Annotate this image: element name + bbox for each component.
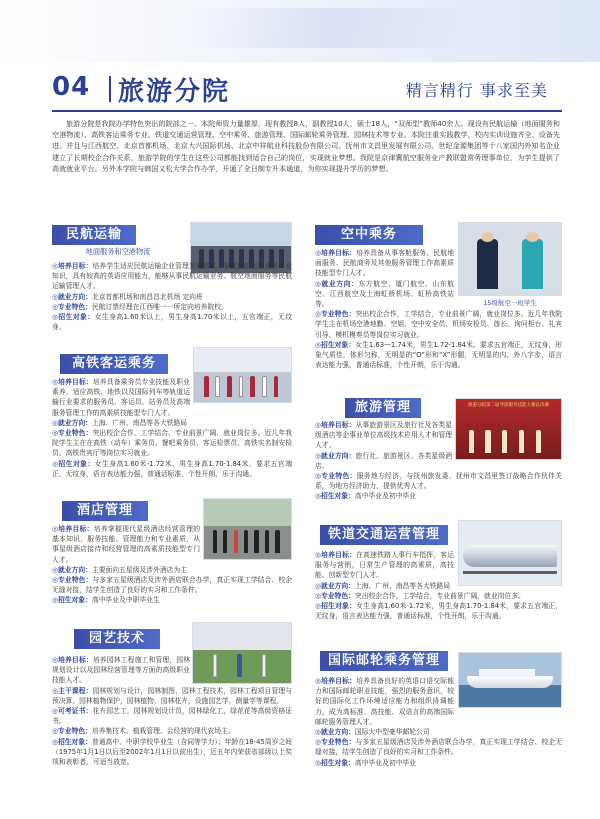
jiudian-item: ◎招生对象：高中毕业及中职毕业生 [52, 596, 160, 605]
tiedao-item: ◎培养目标：在高速铁路人事行车指挥，客运服务与营销，日常生产管理的高素质，高技能、创新型专门人才。 [315, 551, 455, 580]
tiedao-item: ◎招生对象：女生身高1.60米-1.72米，男生身高1.70-1.84米，要求五官端正，无纹身，语言表达能力强，普通话标准，个性开朗，乐于沟通。 [315, 602, 562, 621]
youlun-details [315, 676, 562, 768]
lvyou-item: ◎就业方向：旅行社、旅游景区、各类星级酒店。 [315, 451, 453, 470]
section-title-lvyou: 旅游管理 [345, 398, 421, 418]
section-number: 04 [52, 72, 91, 102]
yuanlin-item: ◎专业特色：培养集技术、植栽管理、会经营的现代农场主。 [52, 727, 235, 736]
intro-paragraph: 旅游分院是我院办学特色突出的院部之一。本院师资力量雄厚，现有教授8人，副教授10人，硕士18人，“双师型”教师40余人。现设有民航运输（地面服务和空港物流）、高铁客运乘务专业、铁道交通运营管理、空中乘务、旅游管理、国际邮轮乘务管理、园林技术等专业。本院注重实践教学，校内实训设施齐全、设备先进。并且与江西航空、北京首都机场、北京大兴国际机场、北京中祥航业科技股份有限公司、抚州市文昌里发展有限公司、世纪金源集团等十八家国内外知名企业建立了长期校企合作关系，旅游学院的学生在这些公司都能找到适合自己的岗位，实现就业梦想。我院是京津冀航空服务业产教联盟常务理事单位，为学生提供了高就就业平台。另外本学院与韩国又松大学合作办学，开通了全日制专升本通道，为你实现提升学历的梦想。 [52, 119, 560, 173]
header-divider [109, 76, 111, 102]
jiudian-item: ◎培养目标：培养掌握现代星级酒店经营管理的基本知识、服务技能、管理能力和专业素质，从事星级酒店接待和经营管理的高素质技能型专门人才。 [52, 525, 201, 564]
gaotie-item: ◎就业方向：上海、广州、南昌等各大铁路局 [52, 418, 188, 427]
tiedao-details [315, 550, 562, 621]
lvyou-item: ◎招生对象：高中毕业及初中毕业 [315, 492, 417, 501]
jiudian-item: ◎专业特色：与多家五星级酒店及涉外酒店联合办学，真正实现工学结合、校企无缝对接，结学生创造了良好的实习和工作条件。 [52, 576, 293, 595]
gaotie-item: ◎培养目标：培养具备乘务员专业技能及职业素养，适应高铁、地铁以及国际列车等轨道运输行业要求的服务员、客运员、站务员及高端服务管理工作的高素质技能型专门人才。 [52, 378, 191, 417]
minhang-item: ◎专业特色：民航订票经理在江西唯一一所定向培养院校。 [52, 302, 228, 311]
youlun-item: ◎专业特色：与多家五星级酒店及涉外酒店联合办学，真正实现工学结合、校企无缝对接，结学生创造了良好的实习和工作条件。 [315, 738, 563, 757]
kongzhong-details [315, 248, 562, 370]
kongzhong-item: ◎招生对象：女生1.63—1.74米，男生1.72-1.84米。要求五官端正，无纹身，形象气质佳，体形匀称，无明显的“O”形和“X”形腿，无明显的内、外八字步，语言表达能力强，普通话标准，个性开朗，乐于沟通。 [315, 340, 562, 370]
kongzhong-item: ◎专业特色：突出校企合作，工学结合，专业前景广阔，就业岗位多。近几年我院学生主在机场空港地勤、空姐、空中安全员、机场安检员、酋长、询问柜台、礼宾引导、模机模奏员等岗位实习就业。 [315, 310, 563, 339]
section-title-yuanlin: 园艺技术 [74, 629, 160, 649]
minhang-details [52, 261, 292, 332]
lvyou-details [315, 420, 562, 502]
minhang-item: ◎招生对象：女生身高1.60米以上，男生身高1.70米以上，五官端正，无纹身。 [52, 313, 292, 332]
yuanlin-item: ◎主干课程：园林规划与设计，园林制图，园林工程技术，园林工程项目管理与预决算，园林植物保护，园林植物，园林花卉，设施园艺学，测量学等课程。 [52, 686, 293, 705]
section-title-tiedao: 铁道交通运营管理 [320, 525, 448, 545]
page-title: 旅游分院 [118, 77, 231, 107]
section-title-kongzhong: 空中乘务 [315, 225, 423, 245]
gaotie-item: ◎招生对象：女生身高1.60米-1.72米，男生身高1.70-1.84米，要求五官端正，无纹身，语言表达能力强，普通话标准，个性开朗，乐于沟通。 [52, 459, 292, 478]
minhang-item: ◎就业方向：北京首都机场和南昌昌北机场 定向班 [52, 292, 203, 301]
youlun-item: ◎招生对象：高中毕业及初中毕业 [315, 758, 417, 767]
page-slogan: 精言精行 事求至美 [405, 81, 548, 100]
lvyou-banner-text: 旅游分院第二届导游服务技能大赛总决赛 [467, 402, 549, 408]
tiedao-item: ◎就业方向：上海、广州、南昌等各大铁路局 [315, 581, 451, 590]
gaotie-item: ◎专业特色：突出校企合作、工学结合、专业前景广阔、就业岗位多。近几年我院学生主在在高铁（动车）乘务员、餐吧乘务员、客运检票员、高铁实名制安检员、高铁贵宾厅等岗位实习就业。 [52, 429, 293, 458]
lvyou-item: ◎培养目标：从事旅游景区及旅行社及各类星级酒店等企事业单位高级技术应用人才和管理人才。 [315, 421, 453, 450]
yuanlin-item: ◎可考证书：花卉园艺工，园林规划设计员，园林绿化工，绿花花等高级资格证书。 [52, 707, 293, 726]
minhang-item: ◎培养目标：培养学生适应民航运输企业管理发展需求，掌握民航运输业务专业知识，具有较高的英语应用能力，能够从事民航运输业务、航空地面服务等民航运输管理人才。 [52, 262, 293, 291]
section-title-youlun: 国际邮轮乘务管理 [320, 651, 448, 671]
top-decor-band [0, 0, 600, 62]
jiudian-item: ◎就业方向：主要面向五星级及涉外酒店为主 [52, 565, 188, 574]
gaotie-details [52, 377, 292, 479]
kongzhong-item: ◎培养目标：培养具备从事客舱服务、民航地面服务、民航商务及其他服务管理工作高素质技能型专门人才。 [315, 249, 455, 278]
minhang-subtitle: 地面服务和空港物流 [85, 247, 151, 256]
page-header [52, 70, 562, 110]
jiudian-details [52, 524, 292, 606]
lvyou-item: ◎专业特色：服务地方经济，与抚州旅发委、抚州市文昌里签订战略合作伙伴关系，为地方经济助力，提供优秀人才。 [315, 472, 563, 491]
youlun-item: ◎培养目标：培养具备良好的英语口语交际能力和国际邮轮职业技能，强烈的服务意识，较好的国际化工作环境适应能力和组织协调能力，成为高标准、高技能、双语言的高端国际邮轮服务管理人才。 [315, 677, 455, 726]
kongzhong-item: ◎就业方向：东方航空、厦门航空、山东航空、江西航空及上海虹桥机场、虹桥高铁站等。 [315, 279, 455, 309]
top-decor-stripe [0, 8, 600, 48]
yuanlin-details [52, 655, 292, 767]
section-title-gaotie: 高铁客运乘务 [60, 354, 168, 374]
tiedao-item: ◎专业特色：突出校企合作，工学结合，专业前景广阔，就业岗位多。 [315, 591, 525, 600]
yuanlin-item: ◎培养目标：培养园林工程施工和管理，园林规划设计以及园林经营管理等方面的高级职业技能人才。 [52, 656, 191, 685]
yuanlin-item: ◎招生对象：普通高中、中职学校毕业生（含同等学力）；年龄在18-45周岁之间（1975年1月1日以后至2002年1月1日以前出生），近五年内荣获省部级以上奖项和表彰者，可适当放宽。 [52, 737, 292, 767]
section-title-jiudian: 酒店管理 [62, 501, 148, 521]
section-title-minhang: 民航运输 [52, 225, 136, 245]
youlun-item: ◎就业方向：国际大中型豪华邮轮公司 [315, 728, 430, 737]
header-rule [52, 110, 562, 112]
kongzhong-photo-caption: 15级航空一班学生 [483, 299, 537, 307]
